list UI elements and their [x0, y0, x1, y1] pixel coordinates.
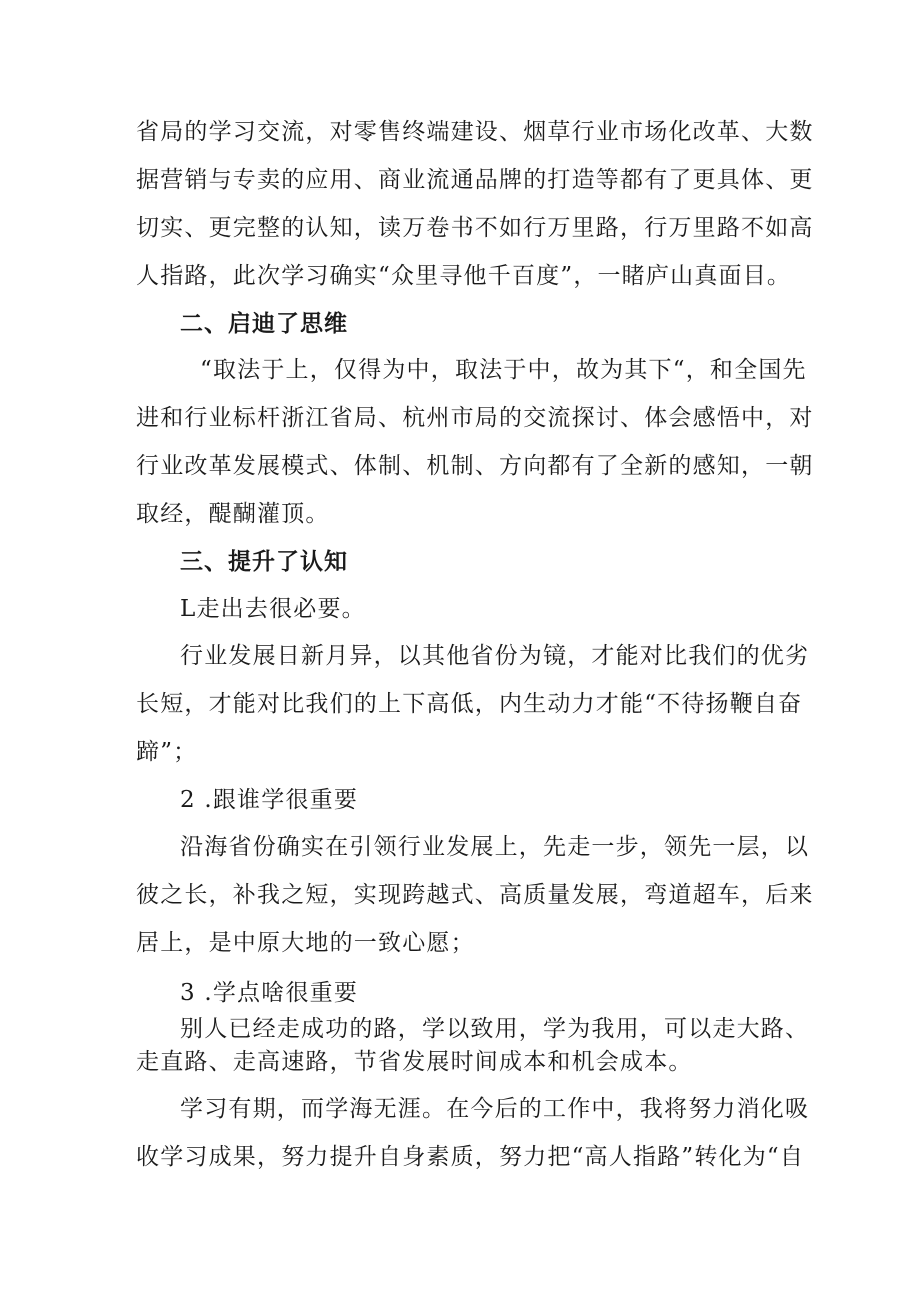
p2-line-3: 行业改革发展模式、体制、机制、方向都有了全新的感知，一朝 — [136, 453, 814, 479]
p5-line-2: 走直路、走高速路，节省发展时间成本和机会成本。 — [136, 1049, 693, 1075]
p3-line-1: 行业发展日新月异，以其他省份为镜，才能对比我们的优劣 — [180, 643, 810, 669]
p5-line-1: 别人已经走成功的路，学以致用，学为我用，可以走大路、 — [180, 1016, 810, 1042]
p3-line-2: 长短，才能对比我们的上下高低，内生动力才能“不待扬鞭自奋 — [136, 691, 803, 717]
p1-line-1: 省局的学习交流，对零售终端建设、烟草行业市场化改革、大数 — [136, 119, 814, 145]
list-item-2: 2 .跟谁学很重要 — [180, 787, 359, 813]
p2-line-2: 进和行业标杆浙江省局、杭州市局的交流探讨、体会感悟中，对 — [136, 405, 814, 431]
p4-line-1: 沿海省份确实在引领行业发展上，先走一步，领先一层，以 — [180, 834, 810, 860]
p2-line-4: 取经，醍醐灌顶。 — [136, 501, 330, 527]
p1-line-4: 人指路，此次学习确实“众里寻他千百度”，一睹庐山真面目。 — [136, 263, 792, 289]
p2-line-1: “取法于上，仅得为中，取法于中，故为其下“，和全国先 — [200, 357, 807, 383]
p1-line-3: 切实、更完整的认知，读万卷书不如行万里路，行万里路不如高 — [136, 215, 814, 241]
p3-line-3: 蹄”； — [136, 739, 198, 765]
p4-line-3: 居上，是中原大地的一致心愿； — [136, 930, 475, 956]
p6-line-2: 收学习成果，努力提升自身素质，努力把“高人指路”转化为“自 — [136, 1144, 805, 1170]
p4-line-2: 彼之长，补我之短，实现跨越式、高质量发展，弯道超车，后来 — [136, 882, 814, 908]
p1-line-2: 据营销与专卖的应用、商业流通品牌的打造等都有了更具体、更 — [136, 167, 814, 193]
list-item-3: 3 .学点啥很重要 — [180, 980, 359, 1006]
p6-line-1: 学习有期，而学海无涯。在今后的工作中，我将努力消化吸 — [180, 1096, 810, 1122]
section-heading-3: 三、提升了认知 — [180, 549, 348, 575]
list-item-1: L走出去很必要。 — [180, 596, 366, 622]
section-heading-2: 二、启迪了思维 — [180, 311, 348, 337]
